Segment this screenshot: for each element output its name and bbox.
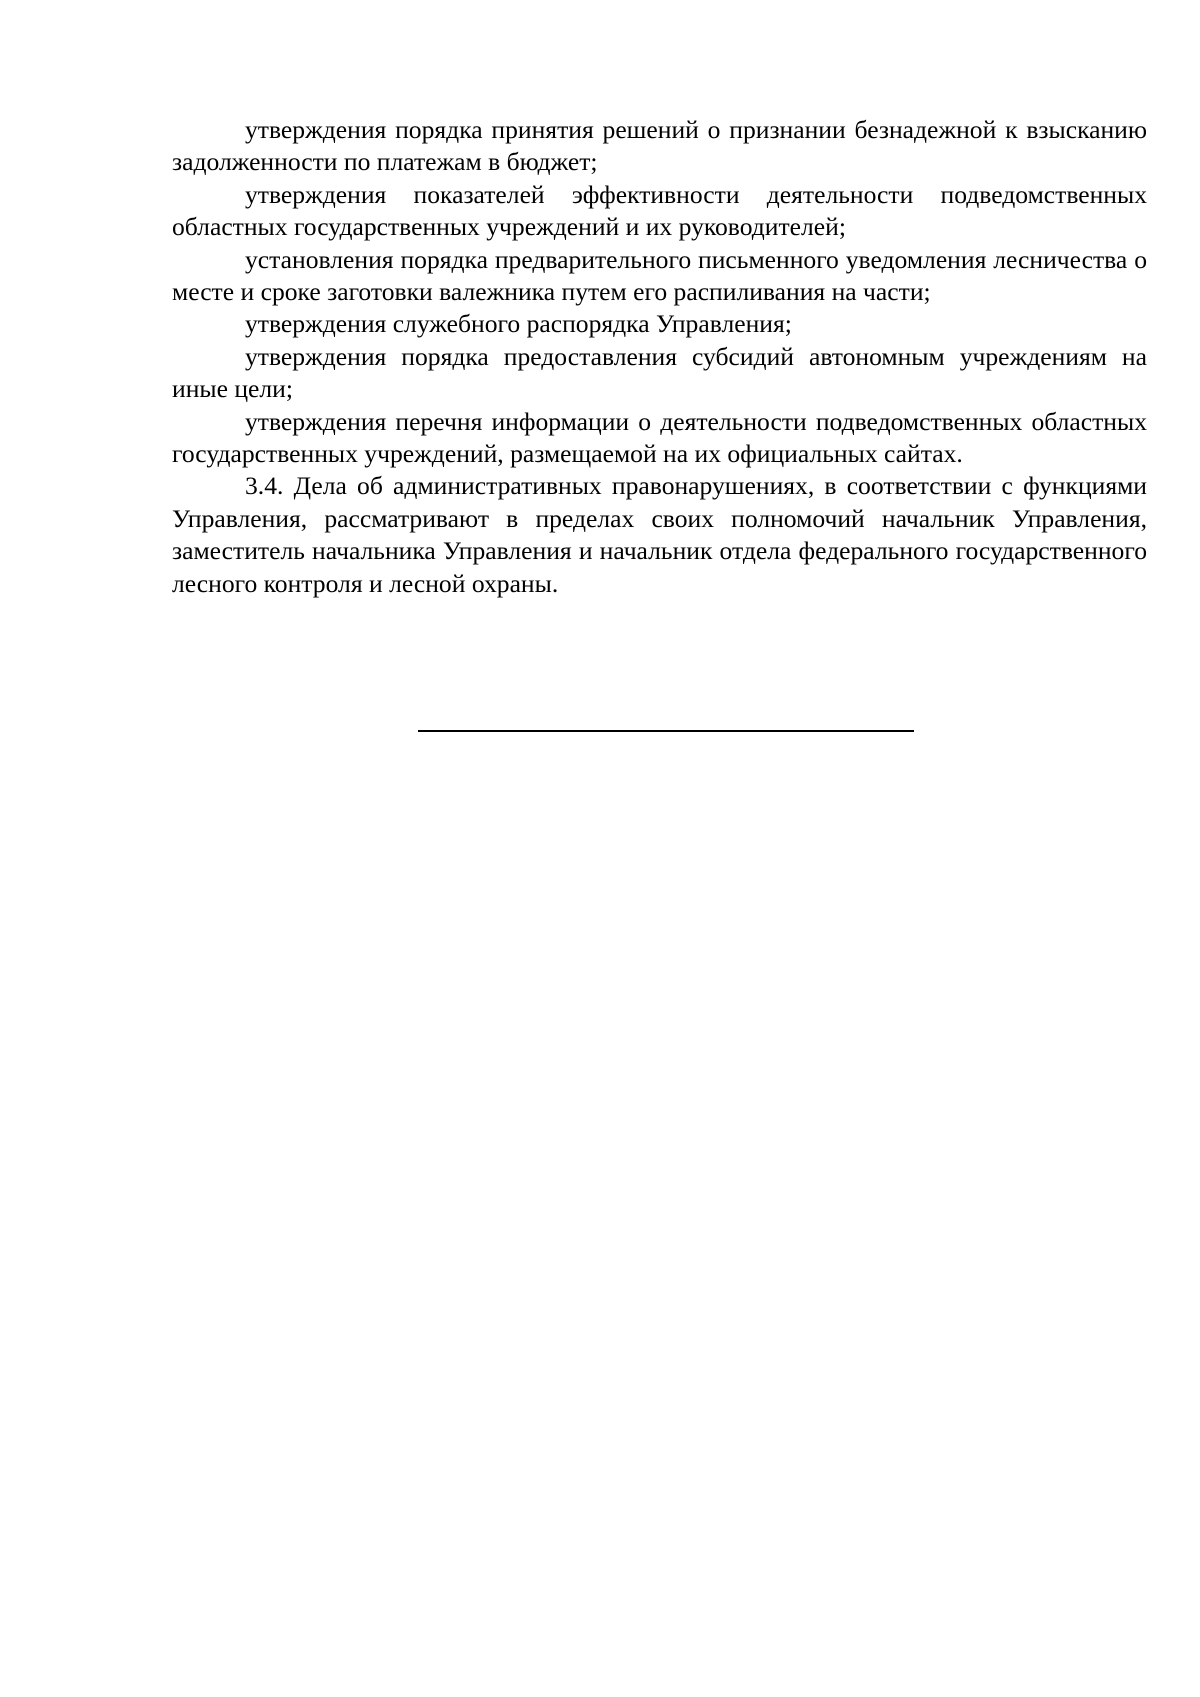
- paragraph-performance-indicators: утверждения показателей эффективности деятельности подведомственных областных государственных учреждений и их руководителей;: [172, 179, 1147, 242]
- paragraph-service-schedule: утверждения служебного распорядка Управления;: [245, 309, 792, 339]
- paragraph-information-list: утверждения перечня информации о деятельности подведомственных областных государственных учреждений, размещаемой на их официальных сайтах.: [172, 406, 1147, 469]
- paragraph-deadwood-notification: установления порядка предварительного письменного уведомления лесничества о месте и сроке заготовки валежника путем его распиливания на части;: [172, 244, 1147, 307]
- paragraph-section-3-4: 3.4. Дела об административных правонарушениях, в соответствии с функциями Управления, рассматривают в пределах своих полномочий начальник Управления, заместитель начальника Управления и начальник отдела федерального государственного лесного контроля и лесной охраны.: [172, 471, 1147, 598]
- document-body: [172, 114, 1147, 600]
- paragraph-bad-debt-procedure: утверждения порядка принятия решений о признании безнадежной к взысканию задолженности по платежам в бюджет;: [172, 115, 1147, 177]
- paragraph-subsidies-procedure: утверждения порядка предоставления субсидий автономным учреждениям на иные цели;: [172, 341, 1147, 404]
- end-separator-line: [418, 730, 914, 732]
